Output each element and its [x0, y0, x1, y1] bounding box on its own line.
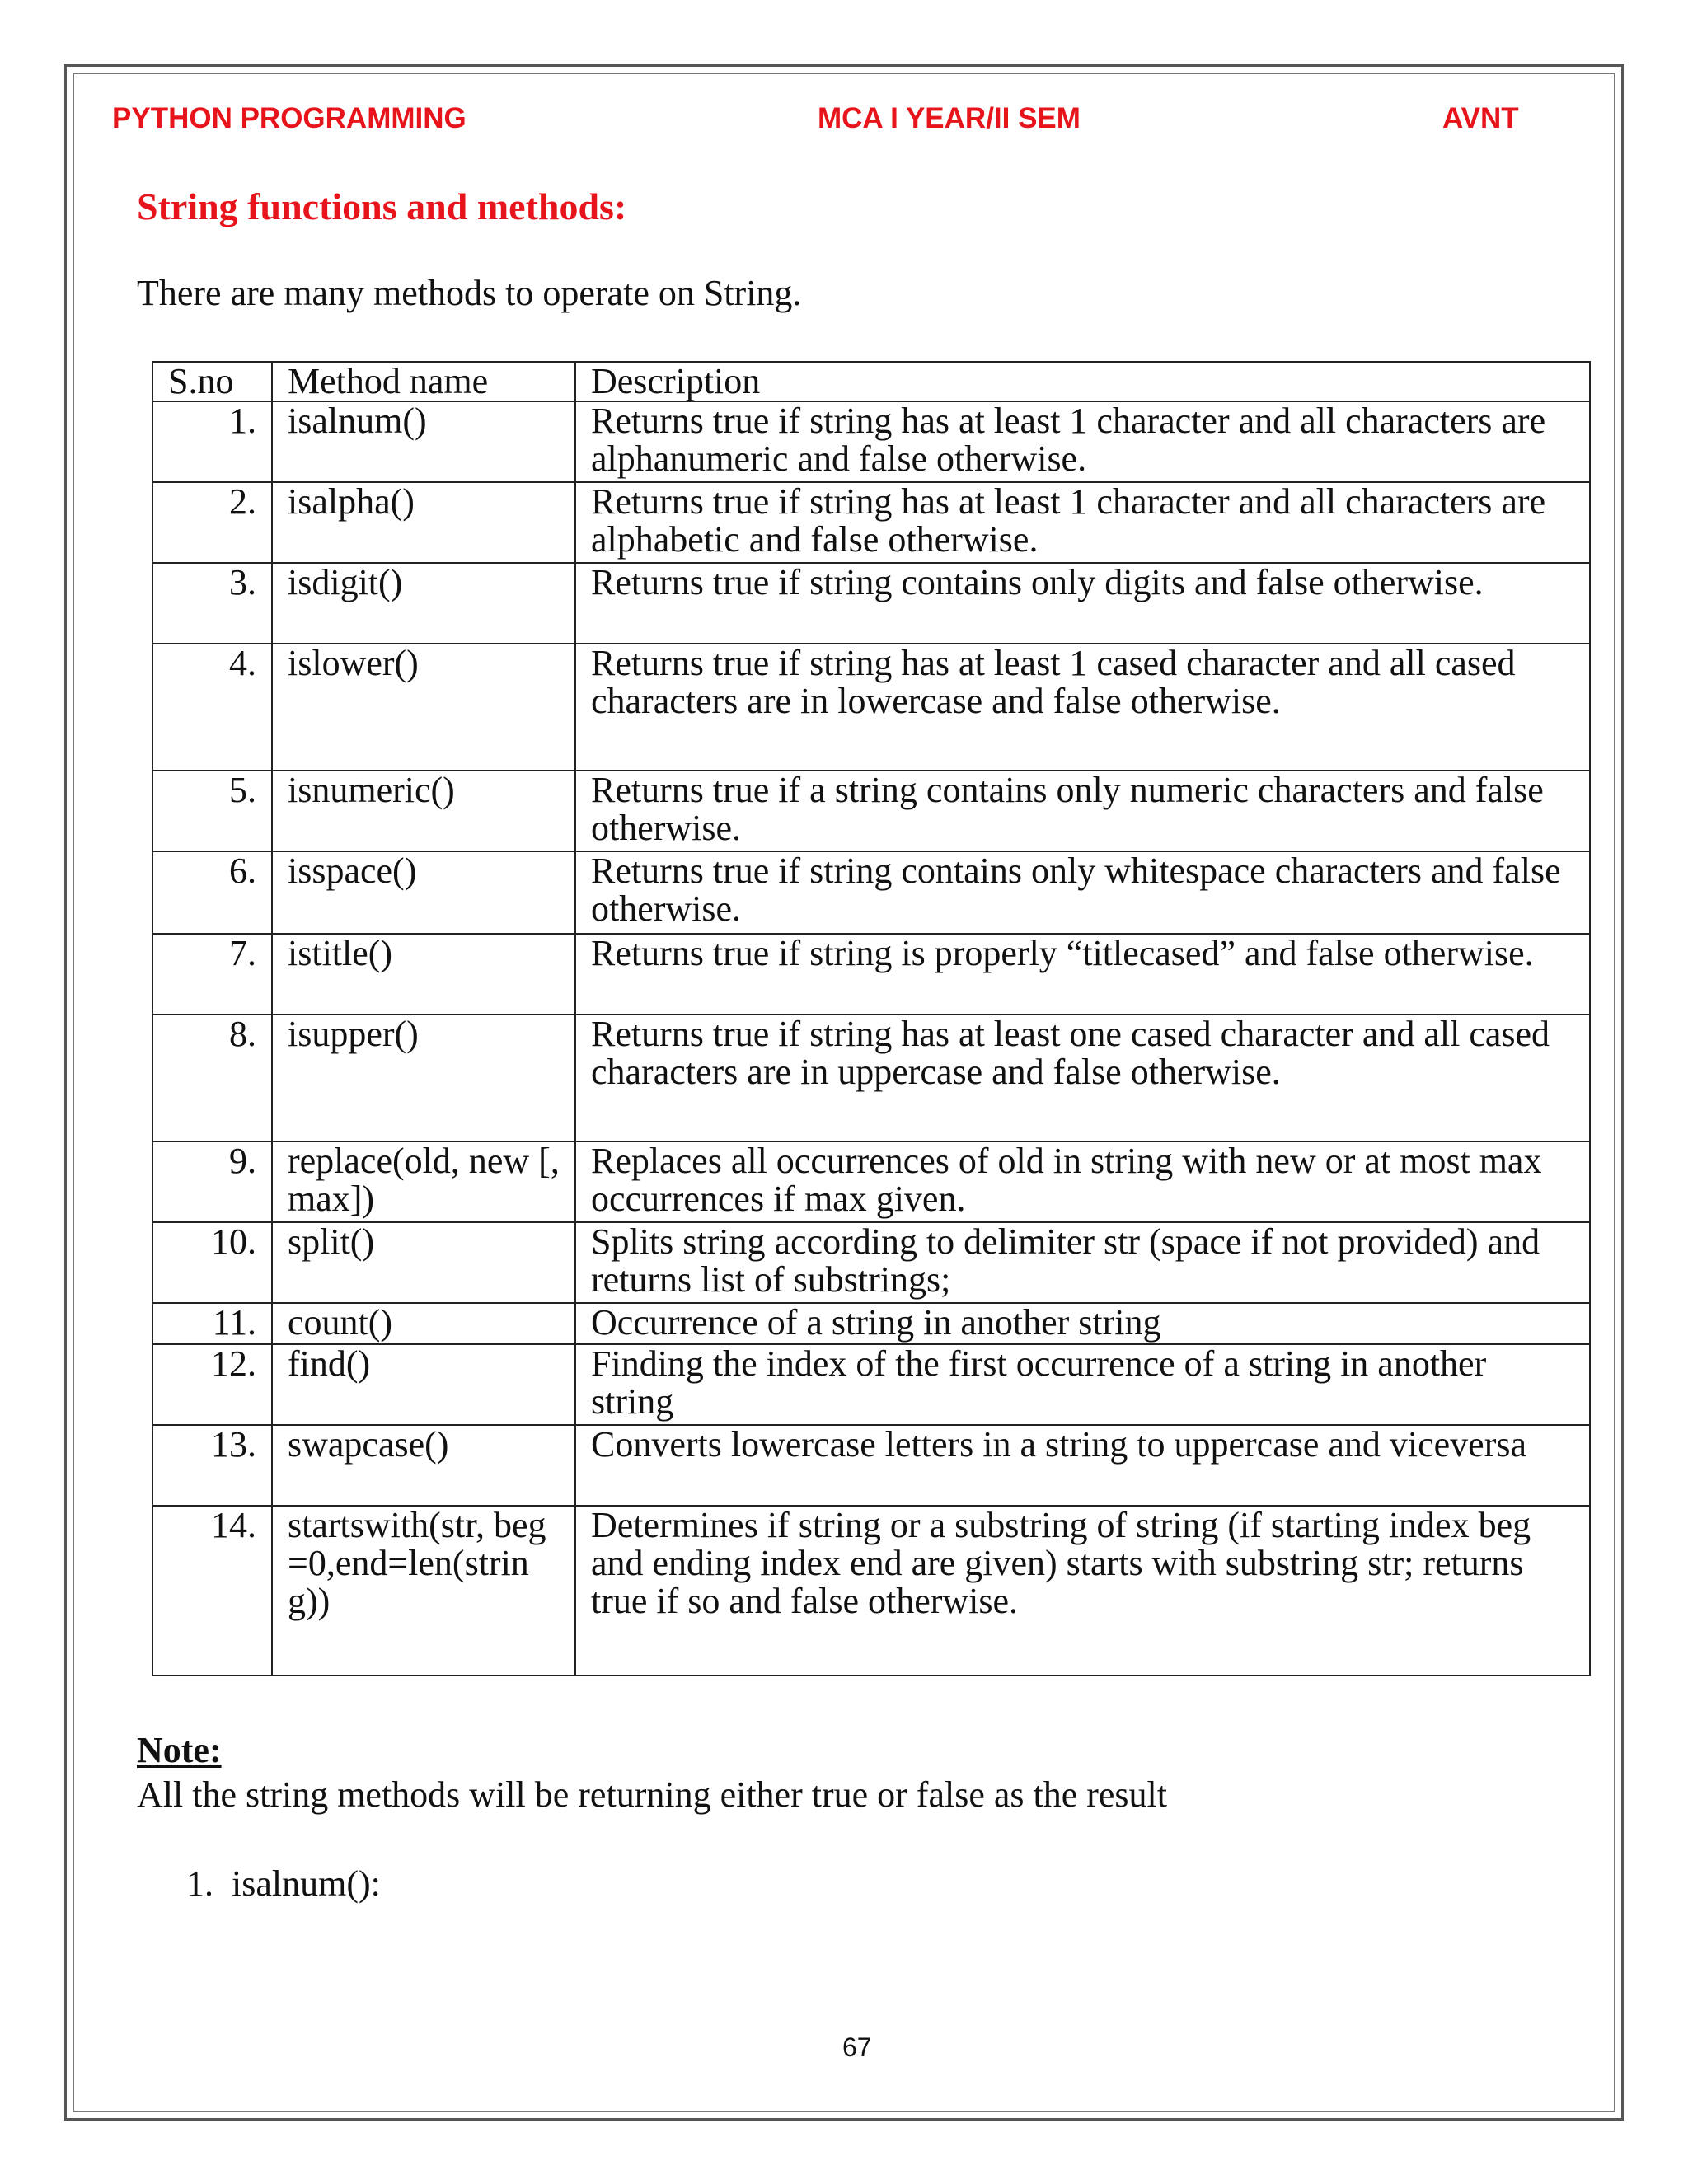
row-description: Occurrence of a string in another string: [575, 1303, 1590, 1344]
header-year: MCA I YEAR/II SEM: [818, 102, 1081, 134]
row-sno: 10.: [152, 1222, 272, 1303]
row-method-name: isdigit(): [272, 563, 575, 644]
row-sno: 1.: [152, 401, 272, 482]
row-description: Finding the index of the first occurrence of a string in another string: [575, 1344, 1590, 1425]
row-method-name: startswith(str, beg=0,end=len(string)): [272, 1506, 575, 1675]
row-method-name: find(): [272, 1344, 575, 1425]
row-description: Returns true if string has at least 1 character and all characters are alphanumeric and false otherwise.: [575, 401, 1590, 482]
row-description: Returns true if string has at least 1 cased character and all cased characters are in lowercase and false otherwise.: [575, 644, 1590, 771]
row-sno: 3.: [152, 563, 272, 644]
row-sno: 12.: [152, 1344, 272, 1425]
page-number: 67: [842, 2032, 872, 2062]
row-sno: 6.: [152, 851, 272, 934]
table-row: [152, 1344, 1590, 1425]
header-sno: S.no: [152, 362, 272, 401]
row-method-name: count(): [272, 1303, 575, 1344]
row-method-name: islower(): [272, 644, 575, 771]
row-description: Returns true if a string contains only numeric characters and false otherwise.: [575, 771, 1590, 851]
table-row: [152, 1222, 1590, 1303]
table-row: [152, 1506, 1590, 1675]
row-description: Returns true if string contains only whitespace characters and false otherwise.: [575, 851, 1590, 934]
header-course: PYTHON PROGRAMMING: [112, 102, 467, 134]
methods-table: [152, 361, 1591, 1676]
row-method-name: isupper(): [272, 1015, 575, 1141]
row-sno: 13.: [152, 1425, 272, 1506]
row-method-name: istitle(): [272, 934, 575, 1015]
table-row: [152, 644, 1590, 771]
table-row: [152, 482, 1590, 563]
row-method-name: isalnum(): [272, 401, 575, 482]
row-method-name: isalpha(): [272, 482, 575, 563]
row-sno: 2.: [152, 482, 272, 563]
table-row: [152, 934, 1590, 1015]
row-sno: 7.: [152, 934, 272, 1015]
table-row: [152, 401, 1590, 482]
table-row: [152, 1141, 1590, 1222]
note-text: All the string methods will be returning either true or false as the result: [137, 1774, 1168, 1815]
row-description: Determines if string or a substring of string (if starting index beg and ending index end are given) starts with substring str; returns true if so and false otherwise.: [575, 1506, 1590, 1675]
row-description: Returns true if string has at least one cased character and all cased characters are in uppercase and false otherwise.: [575, 1015, 1590, 1141]
row-sno: 9.: [152, 1141, 272, 1222]
intro-paragraph: There are many methods to operate on String.: [137, 273, 802, 313]
header-author: AVNT: [1442, 102, 1519, 134]
row-method-name: isnumeric(): [272, 771, 575, 851]
row-method-name: isspace(): [272, 851, 575, 934]
table-row: [152, 1425, 1590, 1506]
table-row: [152, 563, 1590, 644]
row-method-name: swapcase(): [272, 1425, 575, 1506]
row-description: Returns true if string is properly “titlecased” and false otherwise.: [575, 934, 1590, 1015]
row-sno: 4.: [152, 644, 272, 771]
header-method-name: Method name: [272, 362, 575, 401]
note-label: Note:: [137, 1730, 222, 1770]
row-description: Returns true if string has at least 1 character and all characters are alphabetic and false otherwise.: [575, 482, 1590, 563]
row-sno: 14.: [152, 1506, 272, 1675]
row-method-name: replace(old, new [, max]): [272, 1141, 575, 1222]
table-row: [152, 851, 1590, 934]
header-description: Description: [575, 362, 1590, 401]
row-sno: 11.: [152, 1303, 272, 1344]
list-item: 1. isalnum():: [186, 1863, 381, 1904]
row-sno: 8.: [152, 1015, 272, 1141]
table-row: [152, 1015, 1590, 1141]
table-header-row: [152, 362, 1590, 401]
table-row: [152, 1303, 1590, 1344]
table-row: [152, 771, 1590, 851]
row-description: Returns true if string contains only digits and false otherwise.: [575, 563, 1590, 644]
row-description: Replaces all occurrences of old in string with new or at most max occurrences if max given.: [575, 1141, 1590, 1222]
row-description: Splits string according to delimiter str (space if not provided) and returns list of substrings;: [575, 1222, 1590, 1303]
row-method-name: split(): [272, 1222, 575, 1303]
row-description: Converts lowercase letters in a string to uppercase and viceversa: [575, 1425, 1590, 1506]
section-title: String functions and methods:: [137, 185, 627, 227]
row-sno: 5.: [152, 771, 272, 851]
